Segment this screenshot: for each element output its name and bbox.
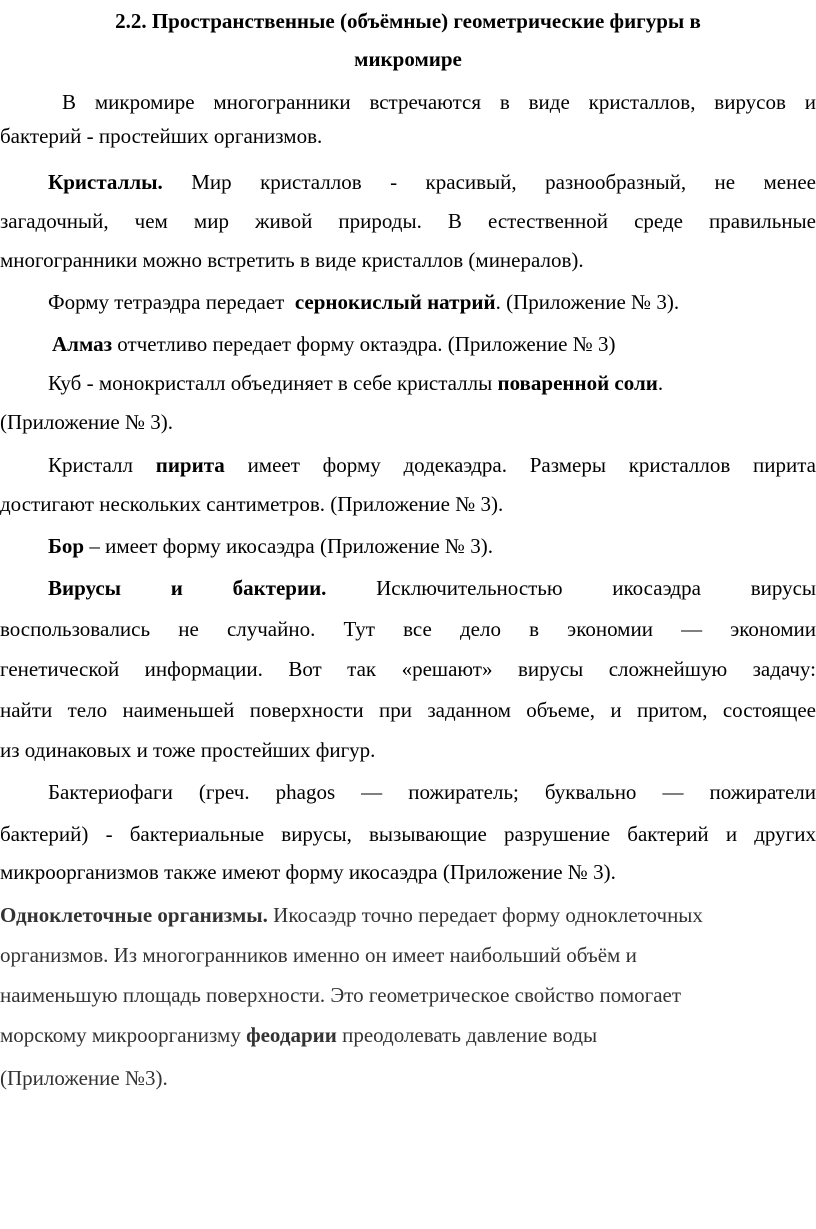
viruses-title: Вирусы и бактерии. — [48, 576, 327, 600]
viruses-line-5: из одинаковых и тоже простейших фигур. — [0, 738, 376, 762]
cube-text-a: Куб - монокристалл объединяет в себе кристаллы — [48, 371, 493, 395]
section-heading-line-2: микромире — [354, 47, 462, 71]
viruses-line-2: воспользовались не случайно. Тут все дело в экономии — экономии — [0, 617, 816, 641]
pyrite-mineral: пирита — [155, 453, 225, 477]
single-cell-line-5: (Приложение №3). — [0, 1066, 168, 1090]
crystals-title: Кристаллы. — [48, 170, 163, 194]
section-heading-line-1: 2.2. Пространственные (объёмные) геометрические фигуры в — [115, 9, 701, 33]
single-cell-line-2: организмов. Из многогранников именно он имеет наибольший объём и — [0, 943, 637, 967]
tetrahedron-line — [48, 289, 816, 315]
pyrite-text-b: имеет форму додекаэдра. Размеры кристаллов пирита — [247, 453, 816, 477]
single-cell-line-4 — [0, 1022, 816, 1048]
single-cell-text-1: Икосаэдр точно передает форму одноклеточных — [273, 903, 703, 927]
diamond-line — [52, 331, 816, 357]
single-cell-title: Одноклеточные организмы. — [0, 903, 268, 927]
boron-line — [48, 533, 816, 559]
bacteriophage-line-1: Бактериофаги (греч. phagos — пожиратель; буквально — пожиратели — [48, 780, 816, 804]
tetrahedron-text-a: Форму тетраэдра передает — [48, 290, 285, 314]
cube-mineral: поваренной соли — [497, 371, 658, 395]
bacteriophage-line-3: микроорганизмов также имеют форму икосаэдра (Приложение № 3). — [0, 860, 616, 884]
feodaria-term: феодарии — [246, 1023, 337, 1047]
viruses-text-1: Исключительностью икосаэдра вирусы — [376, 576, 816, 600]
intro-line-2: бактерий - простейших организмов. — [0, 124, 323, 148]
single-cell-line-3: наименьшую площадь поверхности. Это геометрическое свойство помогает — [0, 983, 682, 1007]
viruses-line-3: генетической информации. Вот так «решают» вирусы сложнейшую задачу: — [0, 657, 816, 681]
pyrite-text-a: Кристалл — [48, 453, 133, 477]
viruses-line-4: найти тело наименьшей поверхности при заданном объеме, и притом, состоящее — [0, 698, 816, 722]
crystals-text-1: Мир кристаллов - красивый, разнообразный, не менее — [191, 170, 816, 194]
crystals-line-2: загадочный, чем мир живой природы. В естественной среде правильные — [0, 209, 816, 233]
viruses-line-1 — [48, 575, 816, 601]
cube-text-b: . — [657, 371, 664, 395]
single-cell-line-1 — [0, 902, 816, 928]
intro-line-1: В микромире многогранники встречаются в виде кристаллов, вирусов и — [62, 90, 816, 114]
tetrahedron-mineral: сернокислый натрий — [294, 290, 496, 314]
boron-text: – имеет форму икосаэдра (Приложение № 3). — [89, 534, 493, 558]
tetrahedron-text-b: . (Приложение № 3). — [495, 290, 680, 314]
pyrite-line-1 — [48, 452, 816, 478]
single-cell-text-4a: морскому микроорганизму — [0, 1023, 241, 1047]
boron-term: Бор — [48, 534, 85, 558]
crystals-line-1 — [48, 169, 816, 195]
diamond-text: отчетливо передает форму октаэдра. (Приложение № 3) — [117, 332, 616, 356]
crystals-line-3: многогранники можно встретить в виде кристаллов (минералов). — [0, 248, 584, 272]
pyrite-line-2: достигают нескольких сантиметров. (Приложение № 3). — [0, 492, 504, 516]
single-cell-text-4b: преодолевать давление воды — [342, 1023, 598, 1047]
bacteriophage-line-2: бактерий) - бактериальные вирусы, вызывающие разрушение бактерий и других — [0, 822, 816, 846]
cube-line-2: (Приложение № 3). — [0, 410, 173, 434]
diamond-term: Алмаз — [52, 332, 113, 356]
cube-line-1 — [48, 370, 816, 396]
